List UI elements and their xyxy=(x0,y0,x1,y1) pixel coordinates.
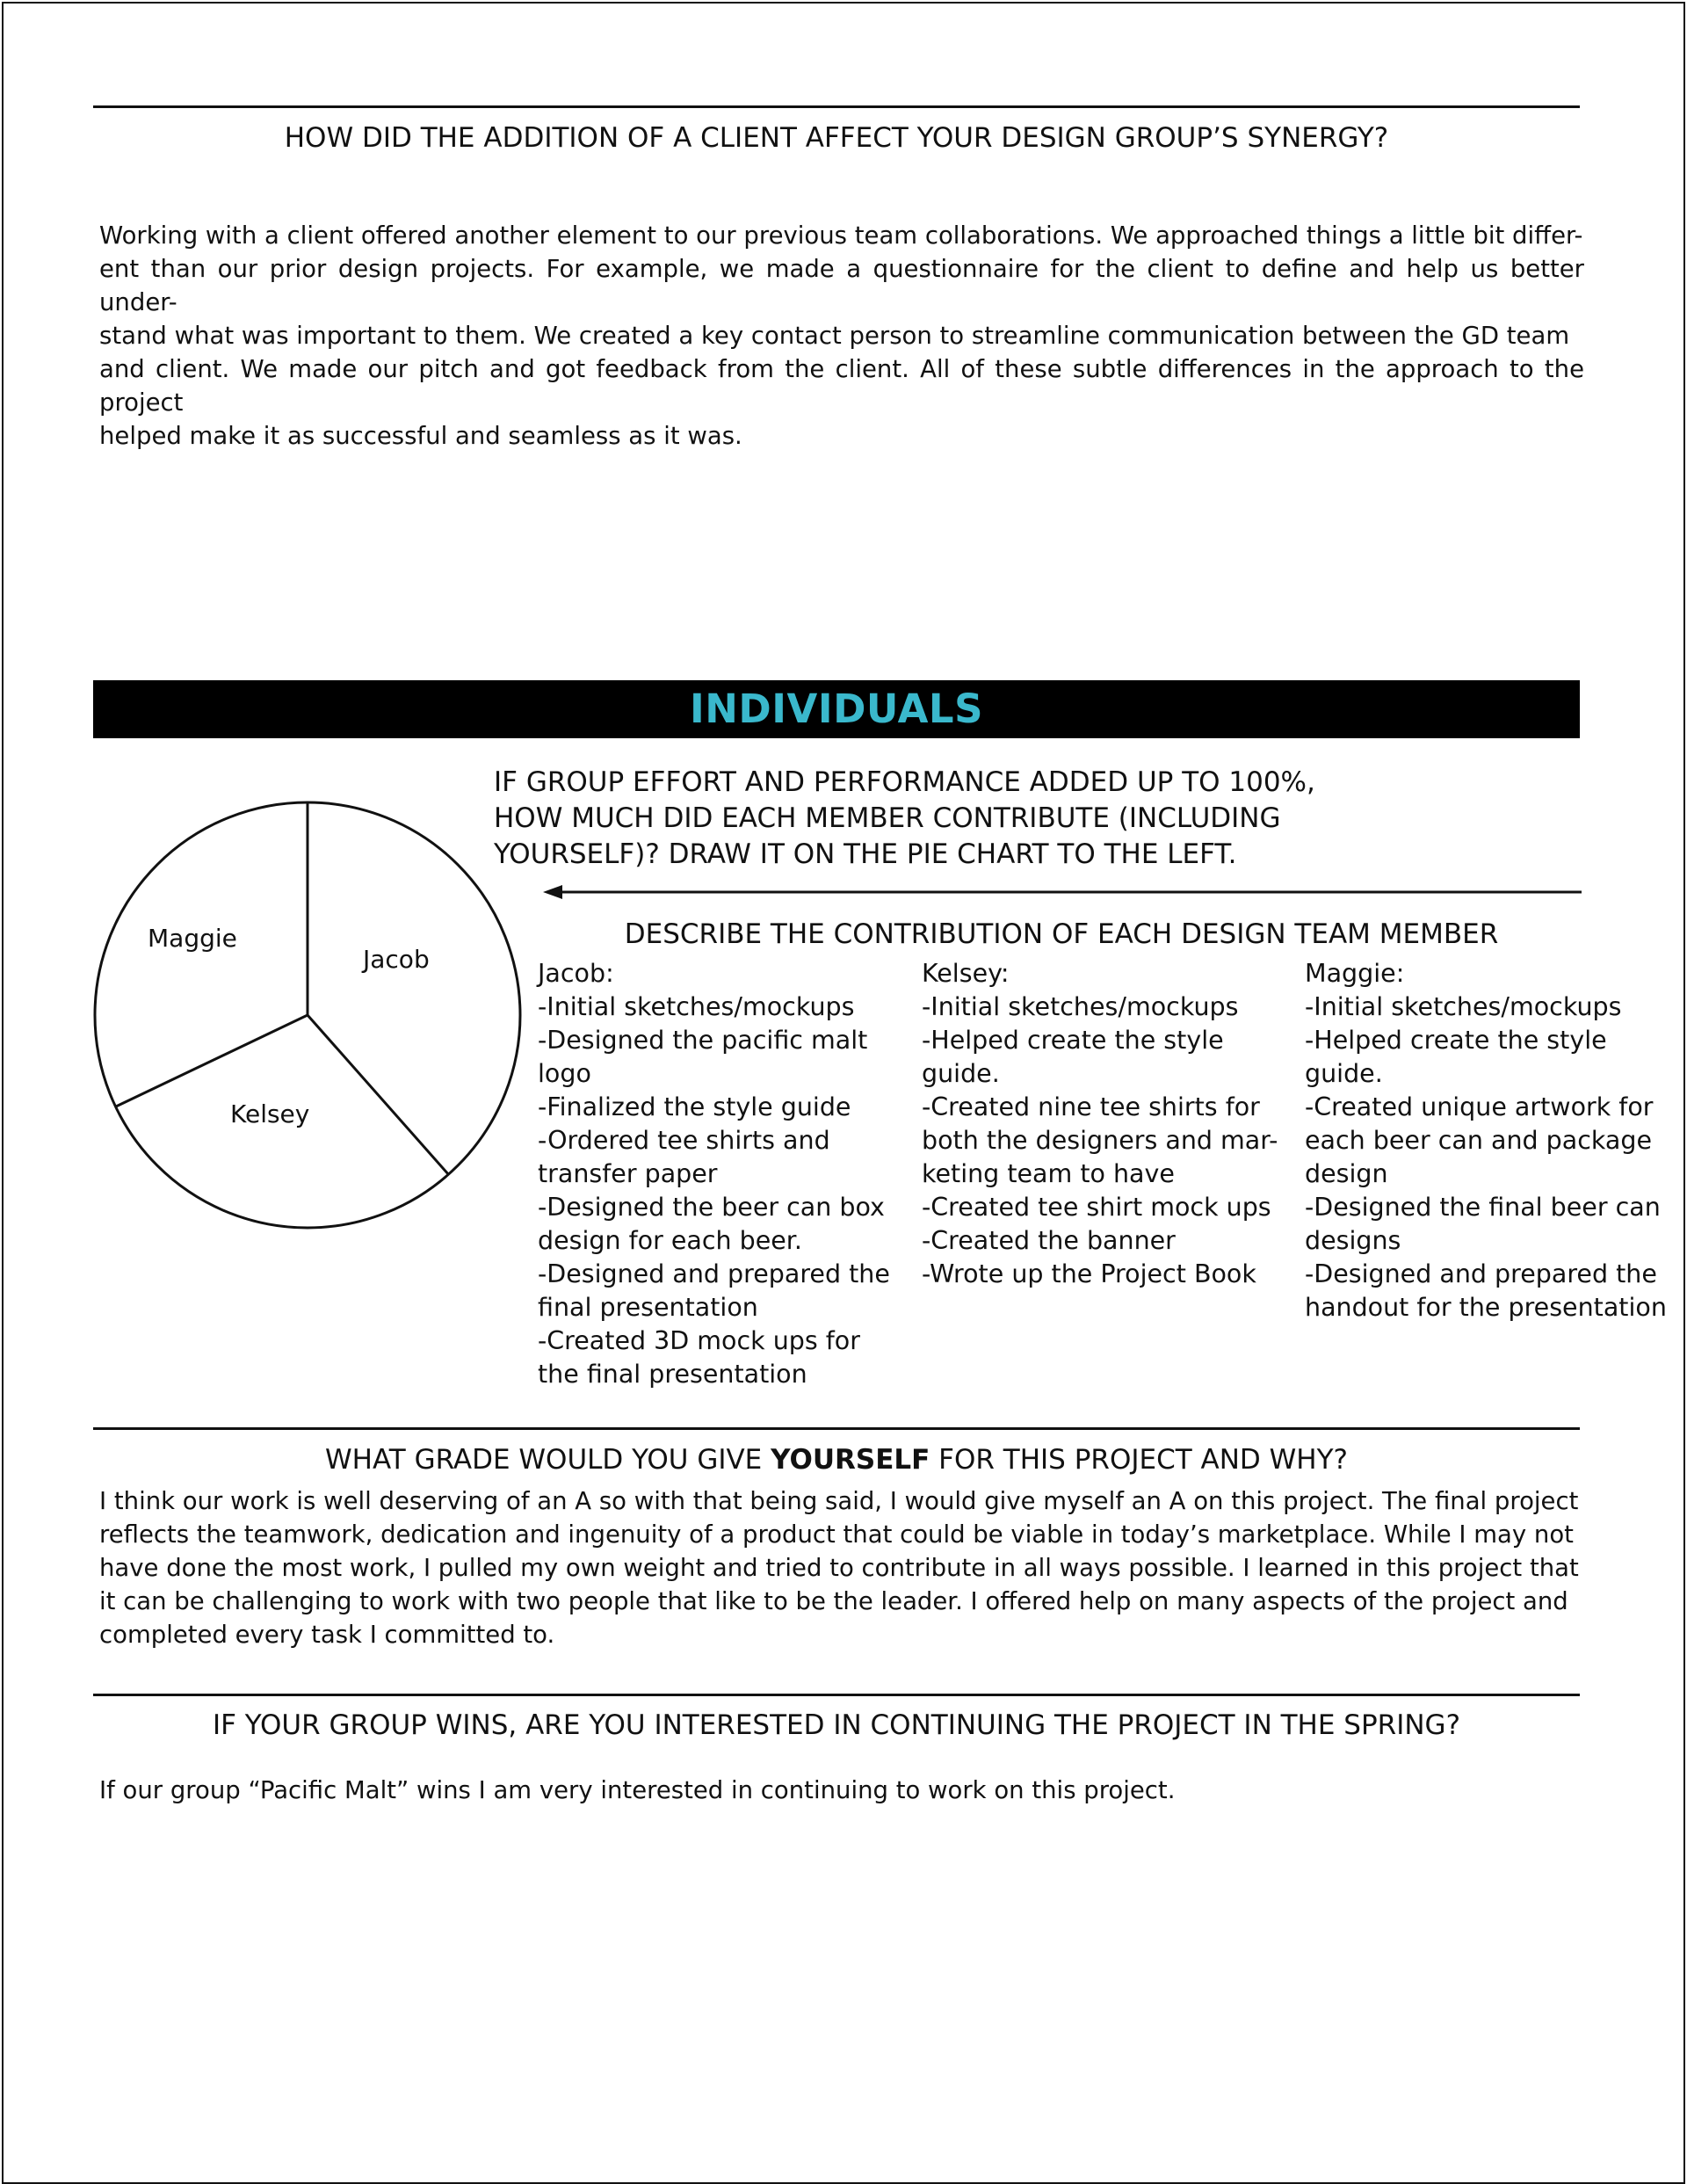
grade-heading xyxy=(93,1442,1580,1477)
answer-line: I think our work is well deserving of an A so with that being said, I would give myself an A on this project. The final project xyxy=(99,1487,1579,1515)
spring-answer: If our group “Pacific Malt” wins I am very interested in continuing to work on this project. xyxy=(99,1776,1176,1804)
answer-line: helped make it as successful and seamless as it was. xyxy=(99,422,742,450)
contribution-question xyxy=(494,765,1372,873)
grade-answer xyxy=(99,1484,1584,1651)
banner-title: INDIVIDUALS xyxy=(690,686,983,732)
contribution-line: both the designers and mar- xyxy=(922,1126,1278,1155)
member-name: Jacob: xyxy=(538,959,614,988)
contribution-line: -Designed the pacific malt xyxy=(538,1026,868,1055)
pie-divider-right xyxy=(308,1015,449,1175)
contribution-line: final presentation xyxy=(538,1293,758,1322)
divider xyxy=(93,1694,1580,1696)
contribution-line: -Created tee shirt mock ups xyxy=(922,1193,1271,1222)
contribution-line: -Initial sketches/mockups xyxy=(538,992,855,1021)
contribution-line: handout for the presentation xyxy=(1305,1293,1667,1322)
contribution-pie-chart xyxy=(88,795,527,1235)
pie-label-kelsey: Kelsey xyxy=(230,1099,310,1128)
contributions-heading: DESCRIBE THE CONTRIBUTION OF EACH DESIGN TEAM MEMBER xyxy=(624,918,1499,950)
divider xyxy=(93,105,1580,108)
member-name: Kelsey: xyxy=(922,959,1010,988)
jacob-contribution-column xyxy=(538,957,890,1391)
answer-line: ent than our prior design projects. For example, we made a questionnaire for the client to define and help us better under- xyxy=(99,255,1584,316)
member-name: Maggie: xyxy=(1305,959,1405,988)
question-line: HOW MUCH DID EACH MEMBER CONTRIBUTE (INCLUDING xyxy=(494,802,1281,834)
grade-heading-emphasis: YOURSELF xyxy=(771,1444,930,1476)
answer-line: and client. We made our pitch and got feedback from the client. All of these subtle differences in the approach to the project xyxy=(99,355,1584,417)
spring-heading: IF YOUR GROUP WINS, ARE YOU INTERESTED IN CONTINUING THE PROJECT IN THE SPRING? xyxy=(212,1709,1461,1741)
contribution-line: -Wrote up the Project Book xyxy=(922,1259,1256,1288)
contribution-line: -Designed the beer can box xyxy=(538,1193,885,1222)
answer-line: reflects the teamwork, dedication and ingenuity of a product that could be viable in today’s marketplace. While I may not xyxy=(99,1520,1574,1549)
contribution-line: -Initial sketches/mockups xyxy=(922,992,1239,1021)
contribution-line: guide. xyxy=(922,1059,1000,1088)
pie-divider-left xyxy=(116,1015,308,1107)
contribution-line: design for each beer. xyxy=(538,1226,802,1255)
contribution-line: -Helped create the style xyxy=(922,1026,1224,1055)
contribution-line: keting team to have xyxy=(922,1159,1175,1188)
contribution-line: the final presentation xyxy=(538,1360,807,1389)
contribution-line: -Created unique artwork for xyxy=(1305,1092,1654,1121)
contribution-line: -Created 3D mock ups for xyxy=(538,1326,860,1355)
question-line: IF GROUP EFFORT AND PERFORMANCE ADDED UP TO 100%, xyxy=(494,766,1315,798)
kelsey-contribution-column xyxy=(922,957,1278,1291)
answer-line: it can be challenging to work with two people that like to be the leader. I offered help on many aspects of the project and xyxy=(99,1587,1568,1615)
arrow-left-icon xyxy=(543,879,1582,905)
pie-label-jacob: Jacob xyxy=(363,945,430,974)
answer-line: Working with a client offered another element to our previous team collaborations. We approached things a little bit differ- xyxy=(99,221,1583,250)
contribution-line: designs xyxy=(1305,1226,1401,1255)
client-synergy-answer xyxy=(99,219,1584,453)
contribution-line: -Helped create the style xyxy=(1305,1026,1607,1055)
answer-line: have done the most work, I pulled my own weight and tried to contribute in all ways possible. I learned in this project that xyxy=(99,1554,1579,1582)
contribution-line: transfer paper xyxy=(538,1159,718,1188)
individuals-banner xyxy=(93,680,1580,738)
maggie-contribution-column xyxy=(1305,957,1667,1324)
contribution-line: -Designed the final beer can xyxy=(1305,1193,1661,1222)
pie-label-maggie: Maggie xyxy=(148,924,237,953)
contribution-line: -Created the banner xyxy=(922,1226,1176,1255)
answer-line: stand what was important to them. We created a key contact person to streamline communication between the GD team xyxy=(99,322,1570,350)
contribution-line: guide. xyxy=(1305,1059,1383,1088)
divider xyxy=(93,1427,1580,1430)
contribution-line: -Initial sketches/mockups xyxy=(1305,992,1622,1021)
contribution-line: -Finalized the style guide xyxy=(538,1092,851,1121)
grade-heading-post: FOR THIS PROJECT AND WHY? xyxy=(930,1444,1348,1476)
contribution-line: -Ordered tee shirts and xyxy=(538,1126,830,1155)
question-line: YOURSELF)? DRAW IT ON THE PIE CHART TO THE LEFT. xyxy=(494,838,1237,870)
answer-line: completed every task I committed to. xyxy=(99,1621,555,1649)
client-synergy-heading: HOW DID THE ADDITION OF A CLIENT AFFECT YOUR DESIGN GROUP’S SYNERGY? xyxy=(284,122,1389,154)
contribution-line: -Designed and prepared the xyxy=(1305,1259,1657,1288)
contribution-line: -Designed and prepared the xyxy=(538,1259,890,1288)
contribution-line: each beer can and package xyxy=(1305,1126,1652,1155)
contribution-line: logo xyxy=(538,1059,591,1088)
contribution-line: design xyxy=(1305,1159,1388,1188)
grade-heading-pre: WHAT GRADE WOULD YOU GIVE xyxy=(325,1444,771,1476)
contribution-line: -Created nine tee shirts for xyxy=(922,1092,1260,1121)
